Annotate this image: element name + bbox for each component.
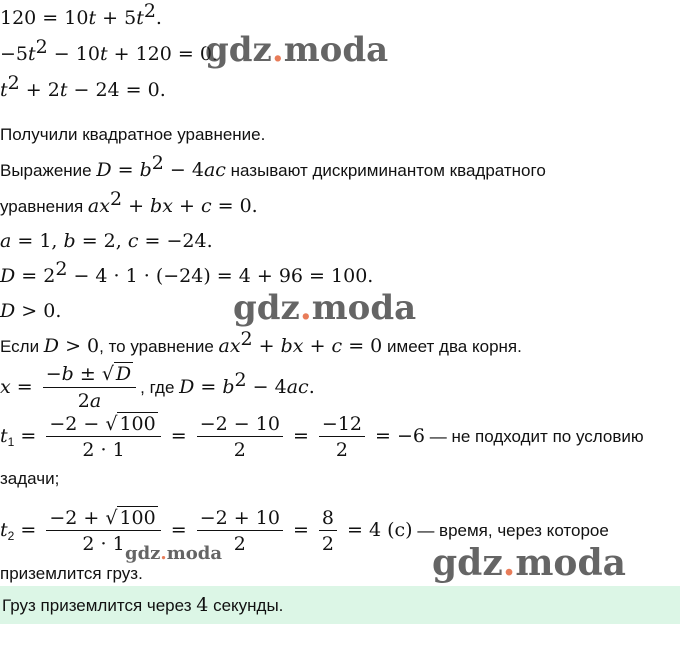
equation-1: $120 = 10t + 5t^2$.	[0, 0, 162, 29]
t1-fraction-3: $\frac{-12}{2}$	[319, 412, 365, 463]
text-quadratic: Получили квадратное уравнение.	[0, 125, 266, 144]
watermark-logo: gdz.moda	[205, 30, 389, 70]
root-t2: $t_2$ = $\frac{-2 + √ 100}{2 \cdot 1}$ = $\frac{-2 + 10}{2}$ = $\frac{8}{2}$ = 4 (с) — время, через которое	[0, 507, 609, 555]
t1-fraction-2: $\frac{-2 - 10}{2}$	[197, 412, 283, 463]
watermark-logo: gdz.moda	[432, 542, 626, 584]
t1-continuation: задачи;	[0, 469, 60, 488]
coefficients: a = 1, b = 2, c = −24.	[0, 230, 213, 252]
t2-continuation: приземлится груз.	[0, 564, 143, 583]
equation-3: $t^2 + 2t - 24 = 0$.	[0, 72, 166, 101]
t2-fraction-1: $\frac{-2 + √ 100}{2 \cdot 1}$	[46, 506, 160, 557]
discriminant-definition: Выражение $D = b^2 - 4ac$ называют дискриминантом квадратного	[0, 152, 546, 181]
answer-text: Груз приземлится через 4 секунды.	[2, 594, 284, 616]
watermark-logo: gdz.moda	[125, 543, 222, 564]
discriminant-positive: D > 0.	[0, 300, 62, 322]
two-roots-statement: Если D > 0, то уравнение $ax^2$ + bx + c = 0 имеет два корня.	[0, 328, 522, 357]
equation-2: $-5t^2 - 10t + 120 = 0$.	[0, 36, 218, 65]
discriminant-calculation: $D = 2^2 - 4 \cdot 1 \cdot (-24) = 4 + 96 = 100$.	[0, 258, 374, 287]
root-formula: x = $\frac{-b \pm √ D}{2a}$ , где $D = b^2 - 4ac$.	[0, 362, 315, 410]
sqrt-symbol: D	[115, 363, 132, 385]
t2-fraction-2: $\frac{-2 + 10}{2}$	[197, 506, 283, 557]
formula-fraction: $\frac{-b \pm √ D}{2a}$	[43, 362, 136, 410]
t2-fraction-3: $\frac{8}{2}$	[319, 506, 337, 557]
t1-fraction-1: $\frac{-2 - √ 100}{2 \cdot 1}$	[46, 412, 160, 463]
answer-box	[0, 586, 680, 624]
general-equation: уравнения $ax^2$ + bx + c = 0.	[0, 188, 258, 217]
root-t1: $t_1$ = $\frac{-2 - √ 100}{2 \cdot 1}$ = $\frac{-2 - 10}{2}$ = $\frac{-12}{2}$ = −6 — не подходит по условию	[0, 413, 644, 461]
watermark-logo: gdz.moda	[233, 288, 417, 328]
